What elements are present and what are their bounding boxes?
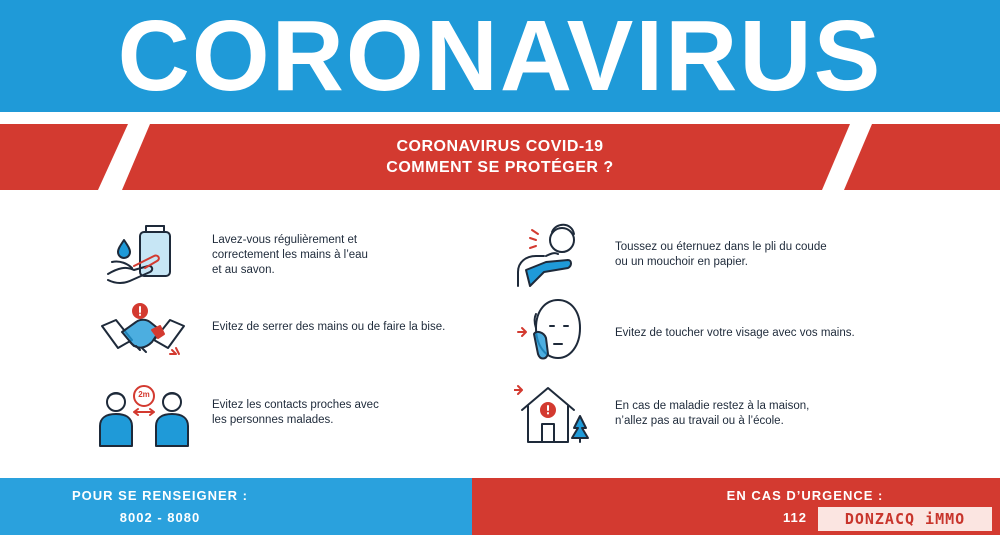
advice-line: ou un mouchoir en papier. bbox=[615, 256, 748, 268]
band-heading bbox=[0, 124, 1000, 190]
handshake-icon bbox=[100, 302, 186, 371]
info-number: 8002 - 8080 bbox=[119, 510, 201, 525]
advice-line: Evitez de serrer des mains ou de faire la bise. bbox=[212, 321, 446, 333]
advice-line: En cas de maladie restez à la maison, bbox=[615, 400, 810, 412]
band-line-1: CORONAVIRUS COVID-19 bbox=[396, 138, 604, 155]
advice-line: les personnes malades. bbox=[212, 414, 334, 426]
advice-line: Evitez de toucher votre visage avec vos mains. bbox=[615, 327, 855, 339]
advice-line: n’allez pas au travail ou à l’école. bbox=[615, 415, 784, 427]
handwashing-icon bbox=[104, 222, 184, 295]
advice-home-text bbox=[615, 399, 809, 429]
advice-handwashing-text bbox=[212, 233, 368, 278]
page-title: CORONAVIRUS bbox=[117, 0, 883, 112]
advice-line: Toussez ou éternuez dans le pli du coude bbox=[615, 241, 827, 253]
distance-icon bbox=[98, 384, 190, 453]
urgent-number: 112 bbox=[783, 510, 807, 525]
advice-cough-text bbox=[615, 240, 827, 270]
stay-home-icon bbox=[514, 380, 590, 451]
advice-line: Lavez-vous régulièrement et bbox=[212, 234, 358, 246]
advice-handshake-text bbox=[212, 320, 445, 335]
band-line-2: COMMENT SE PROTÉGER ? bbox=[386, 159, 614, 176]
advice-line: correctement les mains à l’eau bbox=[212, 249, 368, 261]
info-footer bbox=[0, 478, 472, 535]
face-touch-icon bbox=[514, 298, 584, 367]
advice-line: et au savon. bbox=[212, 264, 275, 276]
advice-face-text bbox=[615, 326, 855, 341]
urgent-label: EN CAS D’URGENCE : bbox=[726, 488, 884, 503]
watermark: DONZACQ iMMO bbox=[818, 507, 992, 531]
info-label: POUR SE RENSEIGNER : bbox=[71, 488, 249, 503]
distance-label: 2m bbox=[138, 390, 150, 399]
advice-distance-text bbox=[212, 398, 379, 428]
advice-line: Evitez les contacts proches avec bbox=[212, 399, 379, 411]
cough-elbow-icon bbox=[512, 220, 588, 293]
